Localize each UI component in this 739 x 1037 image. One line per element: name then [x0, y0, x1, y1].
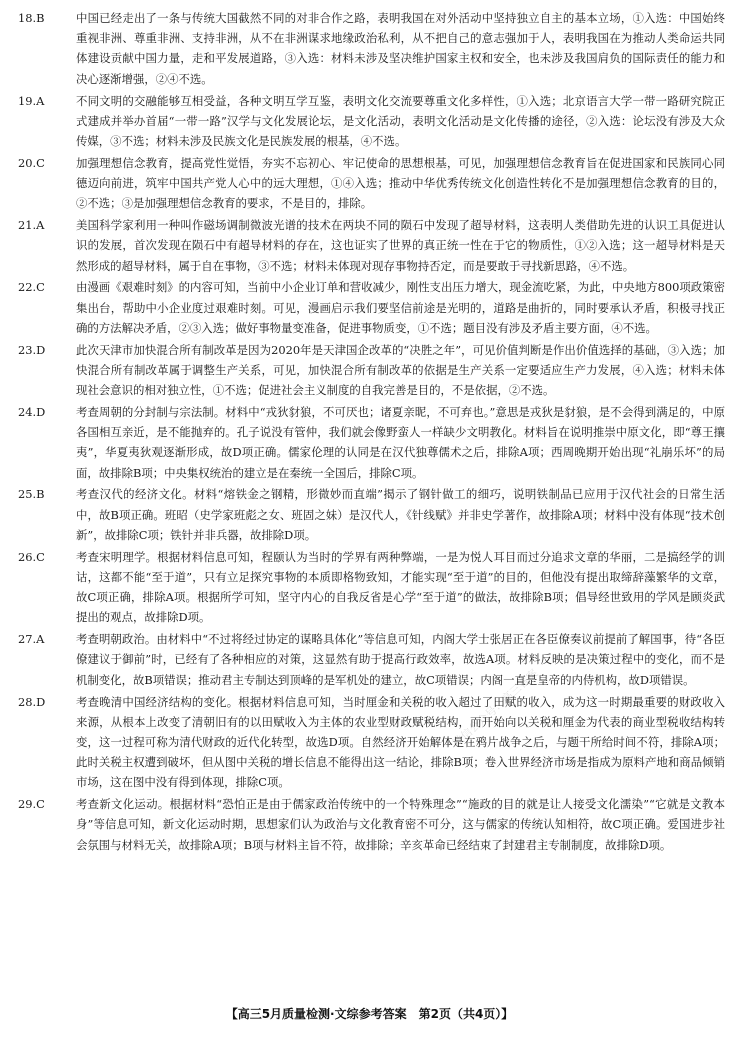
- explanation-text: 考查新文化运动。根据材料“恐怕正是由于儒家政治传统中的一个特殊理念”“施政的目的就是让人接受文化濡染”“它就是文教本身”等信息可知，新文化运动时期，思想家们认为政治与文化教育密不可分，这与儒家的传统认知相符，故C项正确。爱国进步社会氛围与材料无关，故排除A项；B项与材料主旨不符，故排除；辛亥革命已经结束了封建君主专制制度，故排除D项。: [76, 797, 725, 852]
- question-number: 25.B: [18, 484, 76, 545]
- question-number: 20.C: [18, 153, 76, 214]
- answer-list: [18, 8, 725, 857]
- answer-item: [18, 692, 725, 793]
- question-number: 26.C: [18, 547, 76, 628]
- answer-letter: A: [36, 218, 45, 233]
- answer-item: [18, 629, 725, 690]
- answer-letter: A: [36, 93, 45, 108]
- answer-item: [18, 547, 725, 628]
- question-number: 23.D: [18, 340, 76, 401]
- question-number: 28.D: [18, 692, 76, 793]
- question-number: 21.A: [18, 215, 76, 276]
- answer-letter: C: [36, 549, 45, 564]
- answer-item: [18, 340, 725, 401]
- answer-item: [18, 794, 725, 855]
- page-footer: 【高三5月质量检测·文综参考答案 第2页（共4页）】: [225, 1007, 514, 1021]
- answer-letter: C: [36, 280, 45, 295]
- explanation-text: 不同文明的交融能够互相受益，各种文明互学互鉴，表明文化交流要尊重文化多样性，①入选；北京语言大学一带一路研究院正式建成并举办首届“一带一路”汉学与文化发展论坛，是文化活动，表明文化活动是文化传播的途径，②入选：论坛没有涉及大众传媒，③不选；材料未涉及民族文化是民族发展的根基，④不选。: [76, 93, 725, 148]
- answer-item: [18, 484, 725, 545]
- answer-item: [18, 153, 725, 214]
- answer-item: [18, 91, 725, 152]
- explanation-text: 考查宋明理学。根据材料信息可知，程颐认为当时的学界有两种弊端，一是为悦人耳目而过分追求文章的华丽，二是搞经学的训诂，这都不能“至于道”，只有立足探究事物的本质即格物致知，才能实现“至于道”的目的，但他没有提出取缔辞藻繁华的文章，故C项正确，排除A项。根据所学可知，坚守内心的自我反省是心学“至于道”的做法，故排除B项；倡导经世致用的学风是顾炎武提出的观点，故排除D项。: [76, 549, 725, 625]
- explanation-text: 考查明朝政治。由材料中“不过将经过协定的谋略具体化”等信息可知，内阁大学士张居正在各臣僚奏议前提前了解国事，待“各臣僚建议于御前”时，已经有了各种相应的对策，这显然有助于提高行政效率，故选A项。材料反映的是决策过程中的变化，而不是机制变化，故B项错误；推动君主专制达到顶峰的是军机处的建立，故C项错误；内阁一直是皇帝的内侍机构，故D项错误。: [76, 632, 725, 687]
- answer-letter: C: [36, 155, 45, 170]
- answer-letter: D: [36, 694, 46, 709]
- explanation-text: 美国科学家利用一种叫作磁场调制微波光谱的技术在两块不同的陨石中发现了超导材料，这表明人类借助先进的认识工具促进认识的发展，首次发现在陨石中有超导材料的存在，这也证实了世界的真正统一性在于它的物质性，①②入选；这一超导材料是天然形成的超导材料，属于自在事物，③不选；材料未体现对现存事物持否定，而是要敢于寻找新思路，④不选。: [76, 218, 725, 273]
- answer-item: [18, 277, 725, 338]
- explanation-text: 考查周朝的分封制与宗法制。材料中“戎狄豺狼，不可厌也；诸夏亲昵，不可弃也。”意思是戎狄是豺狼，是不会得到满足的，中原各国相互亲近，是不能抛弃的。孔子说没有管仲，我们就会像野蛮人一样缺少文明教化。材料旨在说明推崇中原文化，即“尊王攘夷”，华夏夷狄观逐渐形成，故D项正确。儒家伦理的认同是在汉代独尊儒术之后，排除A项；西周晚期开始出现“礼崩乐坏”的局面，故排除B项；中央集权统治的建立是在秦统一全国后，排除C项。: [76, 404, 725, 480]
- answer-letter: D: [36, 404, 46, 419]
- explanation-text: 中国已经走出了一条与传统大国截然不同的对非合作之路，表明我国在对外活动中坚持独立自主的基本立场，①入选：中国始终重视非洲、尊重非洲、支持非洲，从不在非洲谋求地缘政治私利，从不把自己的意志强加于人，表明我国在为推动人类命运共同体建设贡献中国力量，走和平发展道路，③入选：材料未涉及坚决维护国家主权和安全，也未涉及我国肩负的国际责任的能力和决心逐渐增强，②④不选。: [76, 11, 725, 86]
- question-number: 22.C: [18, 277, 76, 338]
- answer-letter: D: [36, 342, 46, 357]
- explanation-text: 由漫画《艰难时刻》的内容可知，当前中小企业订单和营收减少，刚性支出压力增大，现金流吃紧，为此，中央地方800项政策密集出台，帮助中小企业度过艰难时刻。可见，漫画启示我们要坚信前途是光明的，道路是曲折的，同时要承认矛盾，积极寻找正确的方法解决矛盾，②③入选；做好事物量变准备，促进事物质变，①不选；题目没有涉及矛盾主要方面，④不选。: [76, 280, 725, 335]
- answer-letter: B: [36, 11, 45, 25]
- question-number: 29.C: [18, 794, 76, 855]
- explanation-text: 加强理想信念教育，提高党性觉悟，夯实不忘初心、牢记使命的思想根基，可见，加强理想信念教育旨在促进国家和民族同心同德迈向前进，筑牢中国共产党人心中的远大理想，①④入选；推动中华优秀传统文化创造性转化不是加强理想信念教育的目的，②不选；③是加强理想信念教育的要求，不是目的，排除。: [76, 155, 725, 211]
- question-number: 19.A: [18, 91, 76, 152]
- question-number: 27.A: [18, 629, 76, 690]
- explanation-text: 考查汉代的经济文化。材料“熔铁金之钢精，形微妙而直端”揭示了钢针做工的细巧，说明铁制品已应用于汉代社会的日常生活中，故B项正确。班昭（史学家班彪之女、班固之妹）是汉代人，《针线赋》并非史学著作，故排除A项；材料中没有体现“技术创新”，故排除C项；铁针并非兵器，故排除D项。: [76, 487, 725, 542]
- watermark: 微信公众号：高三答案: [450, 666, 541, 751]
- question-number: 18.B: [18, 8, 76, 89]
- answer-item: [18, 402, 725, 483]
- answer-item: [18, 215, 725, 276]
- explanation-text: 此次天津市加快混合所有制改革是因为2020年是天津国企改革的“决胜之年”，可见价值判断是作出价值选择的基础，③入选；加快混合所有制改革属于调整生产关系，可见，加快混合所有制改革的依据是生产关系一定要适应生产力发展，④入选；材料未体现社会意识的相对独立性，①不选；促进社会主义制度的自我完善是目的，不是依据，②不选。: [76, 342, 725, 398]
- answer-item: [18, 8, 725, 89]
- answer-letter: A: [36, 632, 45, 647]
- explanation-text: 考查晚清中国经济结构的变化。根据材料信息可知，当时厘金和关税的收入超过了田赋的收入，成为这一时期最重要的财政收入来源，从根本上改变了清朝旧有的以田赋收入为主体的农业型财政赋税结构，而开始向以关税和厘金为代表的商业型税收结构转变，这一过程可称为清代财政的近代化转型，故选D项。自然经济开始解体是在鸦片战争之后，与题干所给时间不符，排除A项；此时关税主权遭到破坏，但从图中关税的增长信息不能得出这一结论，排除B项；卷入世界经济市场是指成为原料产地和商品倾销市场，这在图中没有得到体现，排除C项。: [76, 694, 725, 790]
- question-number: 24.D: [18, 402, 76, 483]
- answer-letter: C: [36, 797, 45, 812]
- answer-letter: B: [36, 487, 45, 502]
